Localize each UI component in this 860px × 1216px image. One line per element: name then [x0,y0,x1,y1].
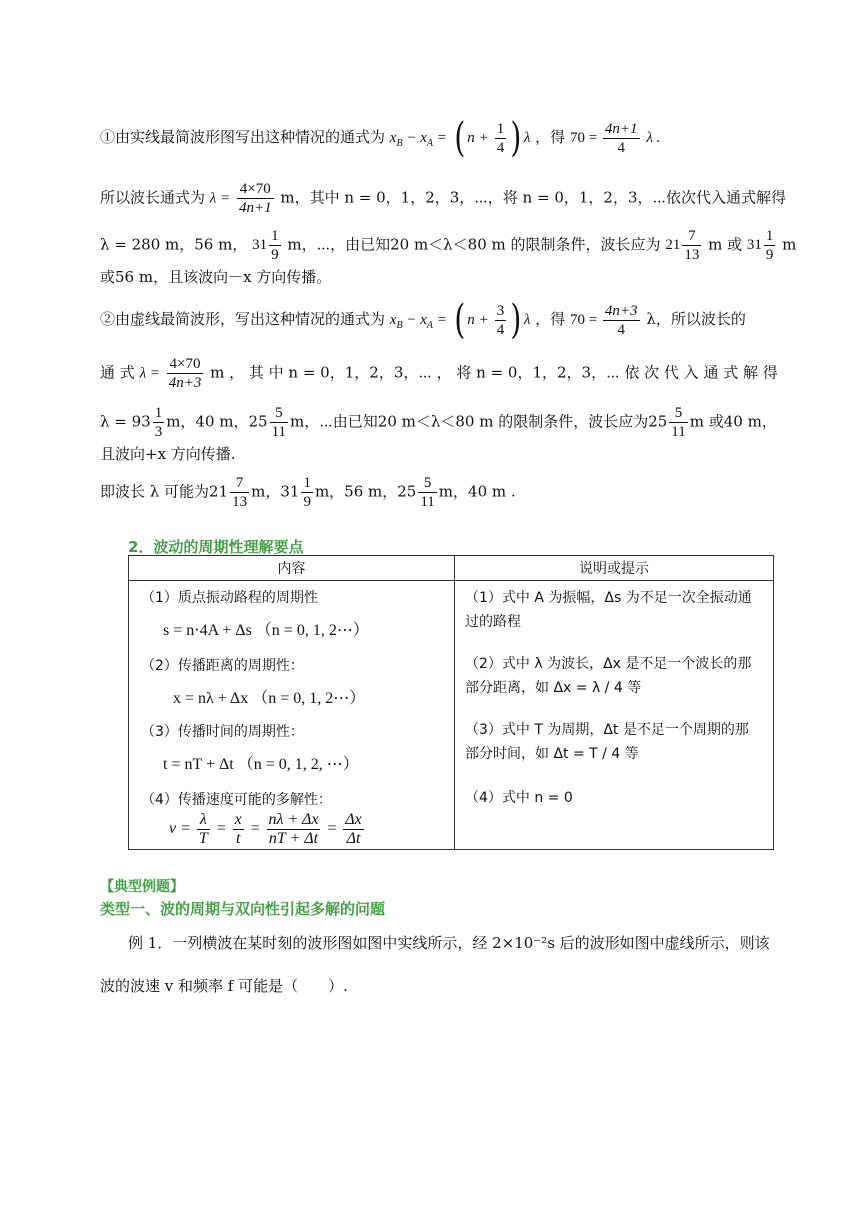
mixed-31-1-9-b: 31 $\frac{1}{9}$ [746,228,774,263]
note3-line2: 部分时间，如 Δt = T / 4 等 [465,746,639,762]
frac-7-13: $\frac{7}{13}$ [232,475,248,510]
para4-text3: m，56 m，25 [314,482,417,501]
para3b-mid: m ， 其 中 n = 0，1，2，3，⋯ ， 将 n = 0，1，2，3，⋯ 依 次 代 入 通 式 解 得 [210,363,778,382]
para1-end: λ . [646,130,661,146]
lambda-eq: λ = [209,190,231,207]
para3-comma: ，得 [535,310,566,328]
frac-5-11: $\frac{5}{11}$ [271,405,287,440]
frac-3-4: $\frac{3}{4}$ [496,302,505,338]
frac-5-11-c: $\frac{5}{11}$ [420,475,435,510]
para3c-text1: λ = 93 [100,412,151,431]
para3-frac: $\frac{4n+3}{4}$ [604,302,638,338]
note1-line2: 过的路程 [465,614,521,630]
para2b-text2: m，⋯，由已知20 m＜λ＜80 m 的限制条件，波长应为 [287,235,661,254]
para3-xb: $x_B - x_A$ = [389,312,447,331]
val-70: 70 [569,130,585,146]
para3c-line [100,404,780,441]
para3-line [100,297,780,343]
mixed-21-7-13: 21 $\frac{7}{13}$ [665,228,700,263]
para4-line [100,474,780,511]
note1-line1: （1）式中 A 为振幅，Δs 为不足一次全振动通 [465,590,752,606]
plus-sign-2: + [479,312,488,328]
plus-sign: + [479,130,488,146]
mixed-31-1-9: 31 $\frac{1}{9}$ [252,228,279,263]
col1-header: 内容 [129,556,455,581]
examples-bracket: 【典型例题】 [100,879,184,895]
equals: = [584,130,601,146]
para2-line [100,180,786,217]
periodicity-table [128,555,774,850]
section2-title: 2．波动的周期性理解要点 [128,538,304,556]
row2-label: （2）传播距离的周期性： [141,658,304,674]
para3-end: λ，所以波长的 [646,310,746,328]
left-paren-2: ( [453,297,465,343]
frac-1-3: $\frac{1}{3}$ [154,405,163,440]
para3c-text3: m，⋯由已知20 m＜λ＜80 m 的限制条件，波长应为25 [290,412,668,431]
para1-xb: $x_B - x_A$ = [389,130,447,149]
para3-intro: ②由虚线最简波形，写出这种情况的通式为 [100,310,386,328]
para3d-line [100,443,780,464]
para3c-text2: m，40 m，25 [166,412,268,431]
para2b-text4: m [782,235,797,254]
lambda-eq-2: λ = [139,365,160,382]
row1-eq: s = n·4A + Δs （n = 0, 1, 2⋯） [163,622,369,639]
para1-line [100,115,780,161]
para3d-text: 且波向+x 方向传播. [100,445,236,463]
para4-text4: m，40 m . [438,482,516,501]
para4-text1: 即波长 λ 可能为21 [100,482,229,501]
left-paren: ( [453,115,465,161]
n-var: n [467,130,475,146]
para1-comma: ，得 [535,128,566,146]
frac-5-11-b: $\frac{5}{11}$ [671,405,686,440]
para4-text2: m，31 [251,482,300,501]
note2-line1: （2）式中 λ 为波长，Δx 是不足一个波长的那 [465,656,752,672]
val-70-2: 70 [569,312,585,328]
row3-eq: t = nT + Δt （n = 0, 1, 2, ⋯） [163,756,359,773]
row2-eq: x = nλ + Δx （n = 0, 1, 2⋯） [173,690,366,707]
right-cell [455,581,774,850]
ex1-line2: 波的波速 v 和频率 f 可能是（ ）. [100,977,348,995]
equals-2: = [584,312,601,328]
para3b-frac: $\frac{4\times 70}{4n+3}$ [168,356,202,391]
row3-label: （3）传播时间的周期性： [141,724,304,740]
frac-1-4: $\frac{1}{4}$ [496,120,505,156]
row4-label: （4）传播速度可能的多解性： [141,792,332,808]
para3c-text4: m 或40 m， [689,412,777,431]
para2-prefix: 所以波长通式为 [100,188,206,207]
ex1-line1: 例 1．一列横波在某时刻的波形图如图中实线所示，经 2×10⁻²s 后的波形如图中虚线所示，则该 [128,934,770,952]
note2-line2: 部分距离，如 Δx = λ / 4 等 [465,680,642,696]
right-paren-2: ) [510,297,522,343]
para1-frac: $\frac{4n+1}{4}$ [604,120,638,156]
para2c-line [100,266,780,287]
row1-label: （1）质点振动路程的周期性 [141,590,318,606]
col2-header: 说明或提示 [455,556,774,581]
para2-mid: m，其中 n = 0，1，2，3，⋯，将 n = 0，1，2，3，⋯依次代入通式解得 [280,188,786,207]
lambda: λ [523,130,531,146]
n-var-2: n [467,312,475,328]
lambda-2: λ [523,312,531,328]
para3b-prefix: 通 式 [100,363,135,382]
para1-intro: ①由实线最简波形图写出这种情况的通式为 [100,128,386,146]
row4-eq: v = $\frac{\lambda}{T}$ = $\frac{x}{t}$ = $\frac{n\lambda + \Delta x}{nT + \Delta t}$ = $\frac{\Delta x}{\Delta t}$ [169,811,362,847]
para2b-line [100,227,797,264]
para2c-text: 或56 m，且该波向－x 方向传播。 [100,268,332,286]
para2b-text1: λ = 280 m，56 m， [100,235,248,254]
right-paren: ) [510,115,522,161]
frac-1-9: $\frac{1}{9}$ [303,475,311,510]
para3b-line [100,355,780,392]
note4-line1: （4）式中 n = 0 [465,790,573,806]
para2b-text3: m 或 [708,235,743,254]
note3-line1: （3）式中 T 为周期，Δt 是不足一个周期的那 [465,722,749,738]
type1-title: 类型一、波的周期与双向性引起多解的问题 [100,900,386,918]
para2-frac: $\frac{4\times 70}{4n+1}$ [238,181,272,216]
left-cell [129,581,455,850]
